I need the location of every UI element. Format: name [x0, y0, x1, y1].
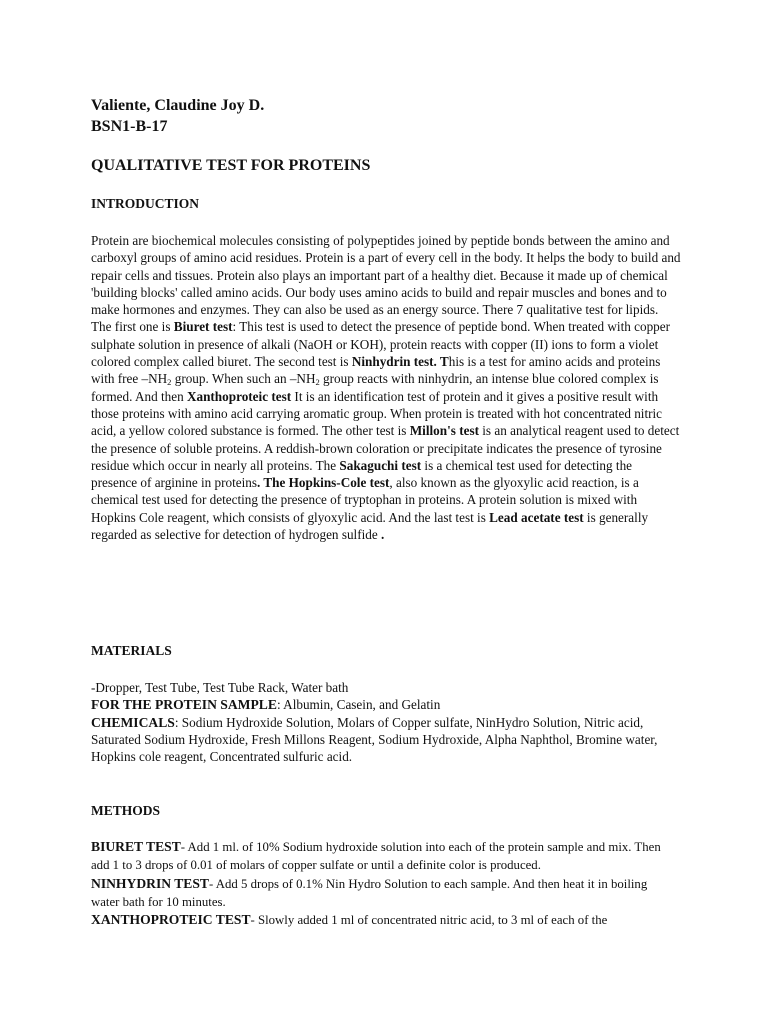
intro-text: Protein are biochemical molecules consisting of polypeptides joined by peptide bonds between the amino and carboxyl groups of amino acid residues. Protein is a part of every cell in the body. It helps the body to build and repair cells and tissues. Protein also plays an important part of a healthy diet. Because it made up of chemical 'building blocks' called amino acids. Our body uses amino acids to build and repair muscles and bones and to make hormones and enzymes. They can also be used as an energy source. There 7 qualitative test for lipids. The first one is	[91, 233, 681, 335]
methods-heading: METHODS	[91, 803, 161, 818]
ninhydrin-term: Ninhydrin test. T	[351, 354, 449, 370]
intro-text: is an analytical reagent used to detect the presence of soluble proteins. A reddish-brown coloration or precipitate indicates the presence of tyrosine residue which occur in nearly all proteins. The	[91, 423, 680, 473]
protein-sample-line	[91, 696, 671, 713]
introduction-paragraph	[91, 232, 681, 543]
subscript: 2	[315, 377, 320, 388]
millon-term: Millon's test	[409, 423, 479, 439]
materials-section	[91, 679, 671, 765]
intro-text: is generally regarded as selective for detection of hydrogen sulfide	[91, 509, 649, 543]
ninhydrin-test-label: NINHYDRIN TEST	[91, 875, 209, 891]
intro-text: It is an identification test of protein and it gives a positive result with those proteins with amino acid carrying aromatic group. When protein is treated with hot concentrated nitric acid, a yellow colored substance is formed. The other test is	[91, 388, 663, 439]
author-block	[91, 95, 691, 137]
ninhydrin-test-text: - Add 5 drops of 0.1% Nin Hydro Solution to each sample. And then heat it in boiling water bath for 10 minutes.	[91, 876, 648, 909]
biuret-term: Biuret test	[173, 319, 233, 335]
chemicals-text: : Sodium Hydroxide Solution, Molars of Copper sulfate, NinHydro Solution, Nitric acid, Saturated Sodium Hydroxide, Fresh Millons Reagent, Sodium Hydroxide, Alpha Naphthol, Bromine water, Hopkins cole reagent, Concentrated sulfuric acid.	[91, 714, 658, 765]
chemicals-line	[91, 714, 671, 766]
materials-heading: MATERIALS	[91, 643, 172, 658]
equipment-line: -Dropper, Test Tube, Test Tube Rack, Water bath	[91, 680, 349, 695]
method-xanthoproteic	[91, 911, 676, 929]
intro-text: : This test is used to detect the presence of peptide bond. When treated with copper sulphate solution in presence of alkali (NaOH or KOH), protein reacts with copper (II) ions to form a violet colored complex called biuret. The second test is	[91, 319, 671, 370]
biuret-test-label: BIURET TEST	[91, 839, 181, 854]
sakaguchi-term: Sakaguchi test	[339, 457, 422, 473]
intro-text: , also known as the glyoxylic acid reaction, is a chemical test used for detecting the presence of tryptophan in proteins. A protein solution is mixed with Hopkins Cole reagent, which consists of glyoxylic acid. And the last test is	[91, 475, 639, 525]
author-name: Valiente, Claudine Joy D.	[91, 97, 265, 114]
biuret-test-text: - Add 1 ml. of 10% Sodium hydroxide solution into each of the protein sample and mix. Then add 1 to 3 drops of 0.01 of molars of copper sulfate or until a definite color is produced.	[91, 840, 661, 873]
chemicals-label: CHEMICALS	[91, 714, 175, 730]
method-biuret	[91, 838, 676, 875]
lead-acetate-term: Lead acetate test	[489, 509, 584, 525]
intro-text: his is a test for amino acids and proteins with free –NH	[91, 354, 661, 387]
introduction-heading: INTRODUCTION	[91, 196, 200, 211]
intro-end: .	[381, 527, 385, 543]
hopkins-cole-term: . The Hopkins-Cole test	[257, 475, 390, 491]
intro-text: group reacts with ninhydrin, an intense blue colored complex is formed. And then	[91, 371, 659, 404]
method-ninhydrin	[91, 875, 676, 912]
xanthoproteic-test-text: - Slowly added 1 ml of concentrated nitric acid, to 3 ml of each of the	[250, 913, 608, 928]
xanthoproteic-term: Xanthoproteic test	[186, 388, 292, 404]
methods-section	[91, 838, 676, 929]
section-id: BSN1-B-17	[91, 118, 168, 135]
protein-sample-text: : Albumin, Casein, and Gelatin	[276, 697, 441, 713]
protein-sample-label: FOR THE PROTEIN SAMPLE	[91, 697, 277, 713]
xanthoproteic-test-label: XANTHOPROTEIC TEST	[91, 912, 251, 928]
document-title: QUALITATIVE TEST FOR PROTEINS	[91, 157, 371, 174]
subscript: 2	[167, 377, 172, 388]
intro-text: group. When such an –NH	[171, 371, 316, 387]
intro-text: is a chemical test used for detecting the presence of arginine in proteins	[91, 457, 633, 491]
